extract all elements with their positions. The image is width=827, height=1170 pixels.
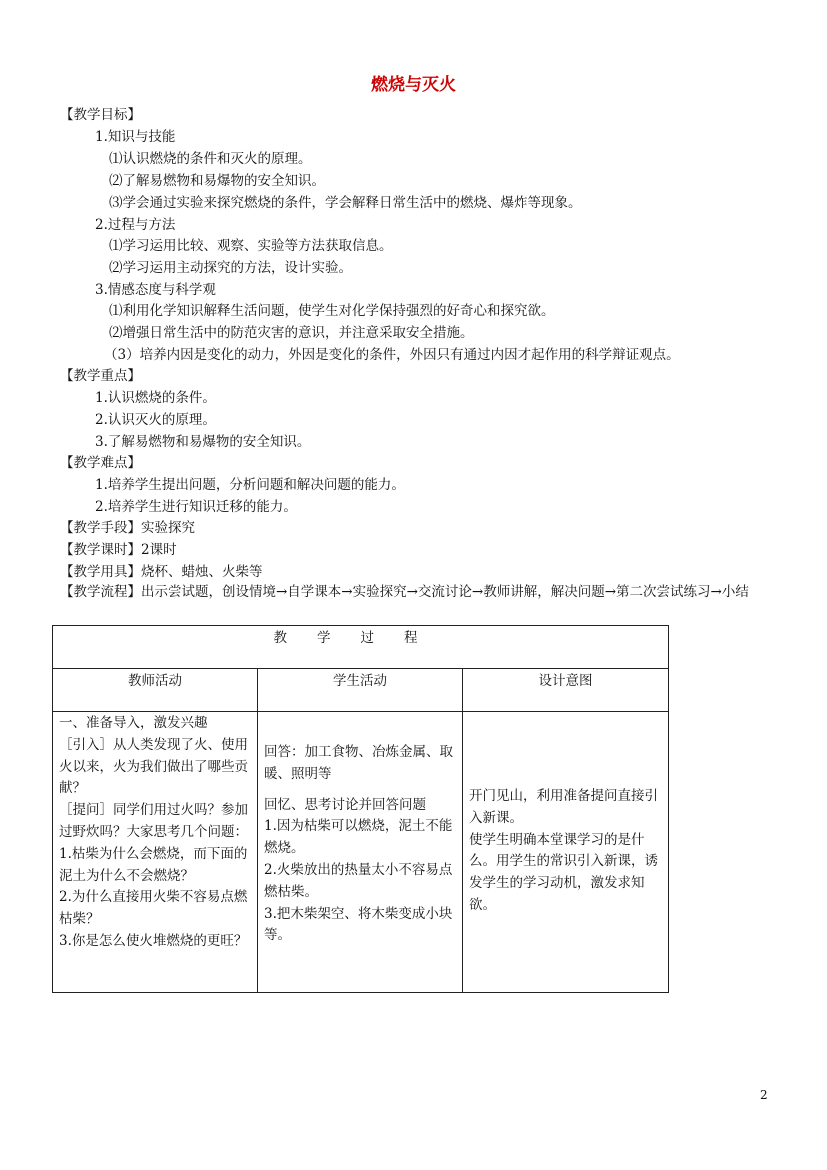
header-student: 学生活动	[258, 669, 463, 712]
header-design: 设计意图	[463, 669, 669, 712]
design-intent-cell	[463, 712, 669, 993]
key-point-item: 1.认识燃烧的条件。	[95, 390, 216, 406]
design-line: 开门见山，利用准备提问直接引入新课。	[469, 788, 658, 826]
goal-section-label: 1.知识与技能	[95, 129, 176, 145]
goal-item: ⑶学会通过实验来探究燃烧的条件，学会解释日常生活中的燃烧、爆炸等现象。	[109, 195, 582, 211]
teaching-flow: 【教学流程】出示尝试题，创设情境→自学课本→实验探究→交流讨论→教师讲解，解决问题→第二次尝试练习→小结	[60, 584, 749, 600]
difficulty-item: 2.培养学生进行知识迁移的能力。	[95, 499, 297, 515]
page-number: 2	[760, 1088, 768, 1102]
teaching-tools: 【教学用具】烧杯、蜡烛、火柴等	[60, 564, 263, 580]
teaching-means: 【教学手段】实验探究	[60, 520, 195, 536]
difficulties-heading: 【教学难点】	[60, 455, 141, 471]
teaching-hours: 【教学课时】2课时	[60, 542, 177, 558]
goal-item: ⑴认识燃烧的条件和灭火的原理。	[109, 151, 312, 167]
key-points-heading: 【教学重点】	[60, 368, 141, 384]
teacher-line: ［引入］从人类发现了火、使用火以来，火为我们做出了哪些贡献？	[59, 736, 248, 797]
design-line: 使学生明确本堂课学习的是什么。用学生的常识引入新课，诱发学生的学习动机，激发求知欲。	[469, 831, 658, 913]
teacher-line: 一、准备导入，激发兴趣	[59, 715, 208, 731]
key-point-item: 3.了解易燃物和易爆物的安全知识。	[95, 434, 311, 450]
goal-item: ⑵了解易燃物和易爆物的安全知识。	[109, 173, 325, 189]
table-title: 教学过程	[53, 626, 669, 669]
teacher-line: 1.枯柴为什么会燃烧，而下面的泥土为什么不会燃烧？	[59, 845, 248, 884]
teacher-line: 2.为什么直接用火柴不容易点燃枯柴？	[59, 889, 248, 928]
teacher-line: ［提问］同学们用过火吗？参加过野炊吗？大家思考几个问题：	[59, 802, 248, 840]
goal-item: ⑴学习运用比较、观察、实验等方法获取信息。	[109, 238, 393, 254]
goal-item: （3）培养内因是变化的动力，外因是变化的条件，外因只有通过内因才起作用的科学辩证观点。	[104, 347, 680, 363]
student-line: 回答：加工食物、冶炼金属、取暖、照明等	[264, 744, 453, 782]
process-table	[52, 625, 669, 993]
goal-section-label: 3.情感态度与科学观	[95, 282, 216, 298]
difficulty-item: 1.培养学生提出问题，分析问题和解决问题的能力。	[95, 477, 405, 493]
teacher-activity-cell	[53, 712, 258, 993]
student-line: 回忆、思考讨论并回答问题	[264, 796, 426, 813]
student-line: 2.火柴放出的热量太小不容易点燃枯柴。	[264, 861, 453, 900]
student-line: 1.因为枯柴可以燃烧，泥土不能燃烧。	[264, 818, 453, 857]
document-title: 燃烧与灭火	[371, 75, 456, 95]
key-point-item: 2.认识灭火的原理。	[95, 412, 216, 428]
student-line: 3.把木柴架空、将木柴变成小块等。	[264, 905, 453, 944]
goal-item: ⑵学习运用主动探究的方法，设计实验。	[109, 260, 352, 276]
header-teacher: 教师活动	[53, 669, 258, 712]
goal-section-label: 2.过程与方法	[95, 217, 176, 233]
student-activity-cell	[258, 712, 463, 993]
teacher-line: 3.你是怎么使火堆燃烧的更旺？	[59, 932, 248, 949]
goal-item: ⑵增强日常生活中的防范灾害的意识，并注意采取安全措施。	[109, 325, 474, 341]
goal-item: ⑴利用化学知识解释生活问题，使学生对化学保持强烈的好奇心和探究欲。	[109, 303, 555, 319]
goals-heading: 【教学目标】	[60, 107, 141, 123]
